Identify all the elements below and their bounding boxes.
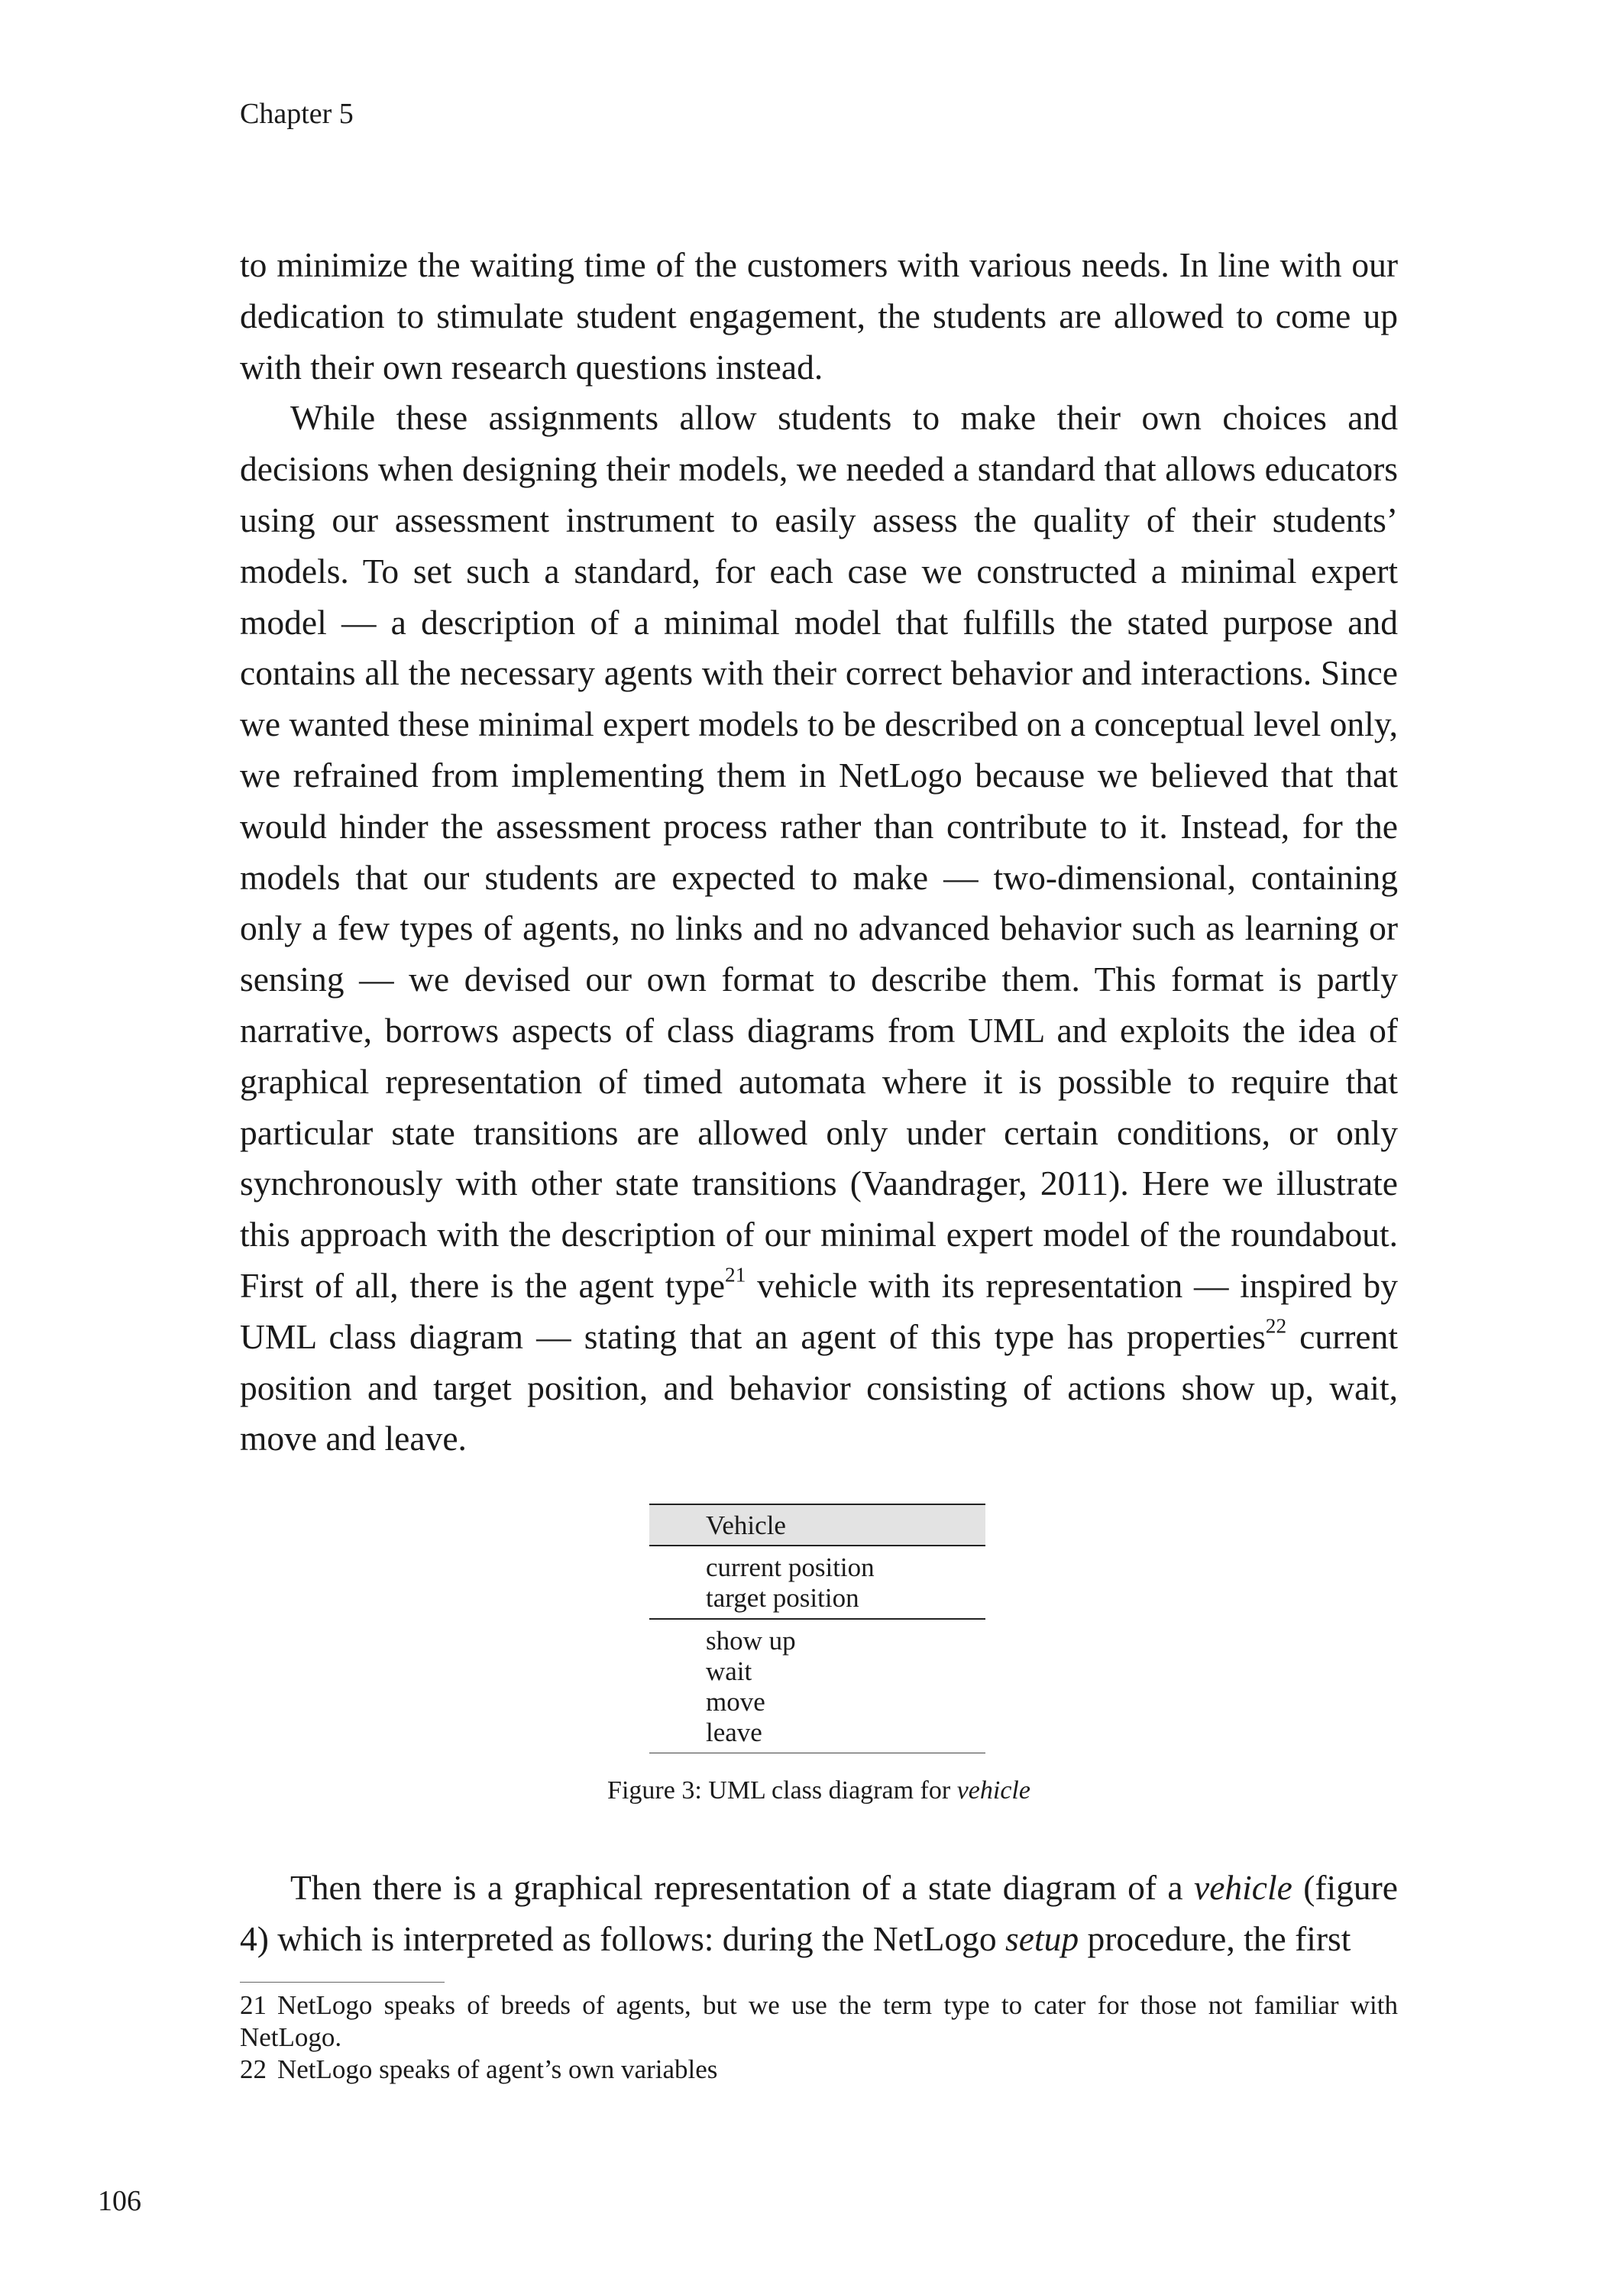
uml-class-name: Vehicle (706, 1510, 786, 1540)
uml-property: current position (706, 1552, 875, 1582)
main-text-continued (240, 1863, 1398, 1965)
uml-properties (649, 1546, 985, 1620)
paragraph-1: to minimize the waiting time of the customers with various needs. In line with our dedication to stimulate student engagement, the students are allowed to come up with their own research questions instead. (240, 245, 1398, 387)
footnote-text: NetLogo speaks of breeds of agents, but we use the term type to cater for those not familiar with NetLogo. (240, 1990, 1398, 2052)
paragraph-2-text-b: vehicle with its representation — inspired by UML class diagram — stating that an agent of this type has properties (240, 1265, 1398, 1356)
footnote-22 (240, 2054, 1398, 2086)
uml-class-diagram (649, 1504, 985, 1753)
footnote-number: 22 (240, 2054, 267, 2084)
figure-caption-text: Figure 3: UML class diagram for (607, 1776, 957, 1805)
uml-property: target position (706, 1583, 859, 1613)
paragraph-2 (240, 393, 1398, 1465)
figure-caption-italic: vehicle (956, 1776, 1030, 1805)
uml-operation: show up (706, 1626, 796, 1656)
footnotes (240, 1989, 1398, 2086)
uml-operation: move (706, 1687, 765, 1717)
paragraph-3 (240, 1863, 1398, 1965)
uml-operation: wait (706, 1656, 752, 1686)
paragraph-3-text-c: procedure, the first (1079, 1918, 1351, 1958)
paragraph-2-text-a: While these assignments allow students to make their own choices and decisions when designing their models, we needed a standard that allows educators using our assessment instrument to easily assess the quality of their students’ models. To set such a standard, for each case we constructed a minimal expert model — a description of a minimal model that fulfills the stated purpose and contains all the necessary agents with their correct behavior and interactions. Since we wanted these minimal expert models to be described on a conceptual level only, we refrained from implementing them in NetLogo because we believed that that would hinder the assessment process rather than contribute to it. Instead, for the models that our students are expected to make — two-dimensional, containing only a few types of agents, no links and no advanced behavior such as learning or sensing — we devised our own format to describe them. This format is partly narrative, borrows aspects of class diagrams from UML and exploits the idea of graphical representation of timed automata where it is possible to require that particular state transitions are allowed only under certain conditions, or only synchronously with other state transitions (Vaandrager, 2011). Here we illustrate this approach with the description of our minimal expert model of the roundabout. First of all, there is the agent type (240, 398, 1398, 1305)
paragraph-3-text-b: (figure 4) which is interpreted as follows: during the NetLogo (240, 1868, 1398, 1958)
footnote-divider (240, 1982, 445, 1983)
uml-class-header (649, 1504, 985, 1546)
footnote-ref-21[interactable]: 21 (725, 1263, 746, 1287)
main-text (240, 240, 1398, 1465)
paragraph-3-italic-setup: setup (1005, 1918, 1079, 1958)
footnote-ref-22[interactable]: 22 (1265, 1314, 1287, 1338)
uml-operation: leave (706, 1717, 762, 1747)
paragraph-3-italic-vehicle: vehicle (1194, 1868, 1292, 1907)
footnote-text: NetLogo speaks of agent’s own variables (277, 2054, 718, 2084)
paragraph-3-text-a: Then there is a graphical representation of a state diagram of a (290, 1868, 1194, 1907)
footnote-21 (240, 1989, 1398, 2054)
page-number: 106 (98, 2185, 141, 2217)
footnote-number: 21 (240, 1990, 267, 2020)
figure-caption (240, 1775, 1398, 1807)
running-head: Chapter 5 (240, 98, 354, 130)
uml-operations (649, 1620, 985, 1753)
paragraph-2-text-c: current position and target position, and behavior consisting of actions show up, wait, move and leave. (240, 1316, 1398, 1458)
